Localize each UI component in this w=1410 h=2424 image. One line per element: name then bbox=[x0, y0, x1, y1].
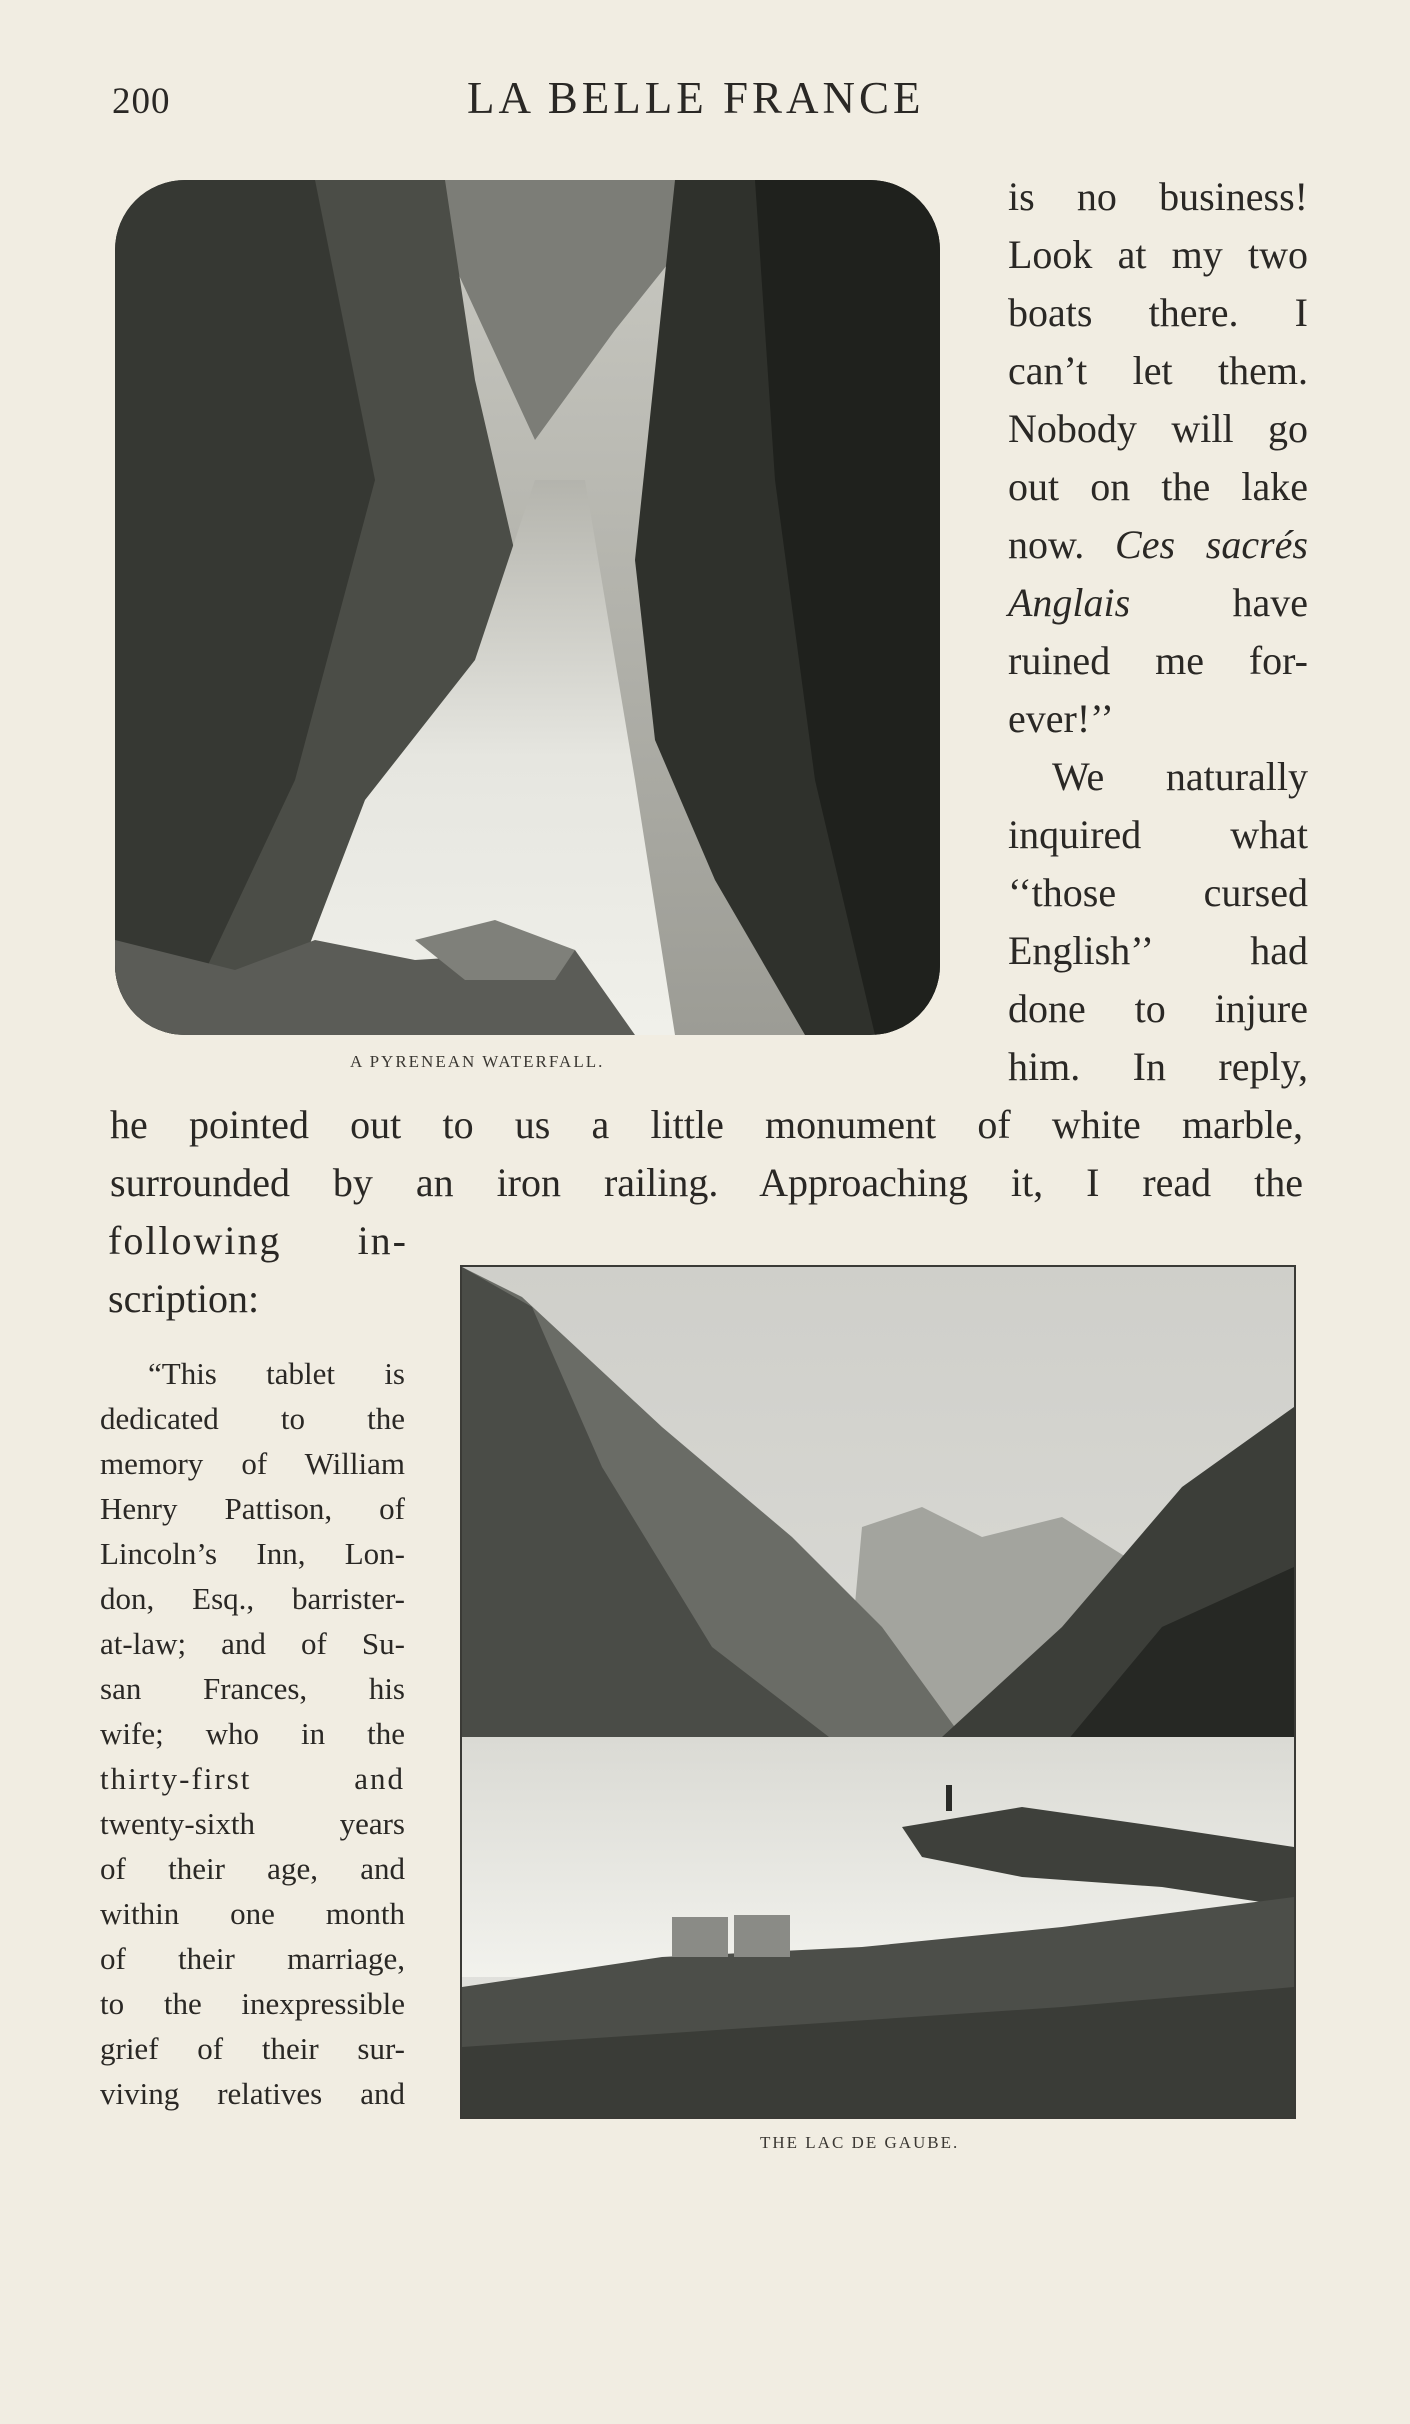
text-line: done to injure bbox=[1008, 986, 1308, 1031]
text-line: ever!’’ bbox=[1008, 696, 1114, 741]
inscription-line: dedicated to the bbox=[100, 1401, 405, 1436]
text-line: out on the lake bbox=[1008, 464, 1308, 509]
page-header bbox=[112, 72, 1302, 132]
text-line: boats there. I bbox=[1008, 290, 1308, 335]
inscription-line: of their marriage, bbox=[100, 1941, 405, 1976]
text-line: We naturally bbox=[1052, 754, 1308, 799]
inscription-line: san Frances, his bbox=[100, 1671, 405, 1706]
text-line: he pointed out to us a little monument of white marble, bbox=[110, 1102, 1303, 1147]
inscription-line: grief of their sur- bbox=[100, 2031, 405, 2066]
inscription-line: don, Esq., barrister- bbox=[100, 1581, 405, 1616]
figure-caption: A PYRENEAN WATERFALL. bbox=[350, 1052, 605, 1071]
inscription-line: thirty-first and bbox=[100, 1761, 405, 1796]
text-line: English’’ had bbox=[1008, 928, 1308, 973]
inscription-line: at-law; and of Su- bbox=[100, 1626, 405, 1661]
text-line: Look at my two bbox=[1008, 232, 1308, 277]
text-line: ‘‘those cursed bbox=[1008, 870, 1308, 915]
text-line: him. In reply, bbox=[1008, 1044, 1308, 1089]
inscription-line: memory of William bbox=[100, 1446, 405, 1481]
text-line: ruined me for- bbox=[1008, 638, 1308, 683]
inscription-line: twenty-sixth years bbox=[100, 1806, 405, 1841]
text-line: can’t let them. bbox=[1008, 348, 1308, 393]
inscription-line: Henry Pattison, of bbox=[100, 1491, 405, 1526]
text-line: following in- bbox=[108, 1218, 408, 1263]
figure-caption: THE LAC DE GAUBE. bbox=[760, 2133, 960, 2152]
text-line: surrounded by an iron railing. Approaching it, I read the bbox=[110, 1160, 1303, 1205]
inscription-line: of their age, and bbox=[100, 1851, 405, 1886]
inscription-line: within one month bbox=[100, 1896, 405, 1931]
italic-phrase: Ces sacrés bbox=[1115, 522, 1308, 567]
waterfall-photograph bbox=[115, 180, 940, 1035]
inscription-line: to the inexpressible bbox=[100, 1986, 405, 2021]
text-line bbox=[1008, 574, 1308, 632]
text-span: have bbox=[1232, 580, 1308, 625]
text-line: inquired what bbox=[1008, 812, 1308, 857]
inscription-line: Lincoln’s Inn, Lon- bbox=[100, 1536, 405, 1571]
text-span: now. bbox=[1008, 522, 1085, 567]
page-number: 200 bbox=[112, 81, 171, 122]
inscription-line: viving relatives and bbox=[100, 2076, 405, 2111]
text-line: scription: bbox=[108, 1276, 260, 1321]
running-title: LA BELLE FRANCE bbox=[467, 73, 925, 123]
lake-photograph bbox=[460, 1265, 1296, 2119]
inscription-line: “This tablet is bbox=[148, 1356, 405, 1391]
text-line bbox=[1008, 516, 1308, 574]
text-line: Nobody will go bbox=[1008, 406, 1308, 451]
italic-phrase: Anglais bbox=[1008, 580, 1131, 625]
text-line: is no business! bbox=[1008, 174, 1308, 219]
inscription-line: wife; who in the bbox=[100, 1716, 405, 1751]
